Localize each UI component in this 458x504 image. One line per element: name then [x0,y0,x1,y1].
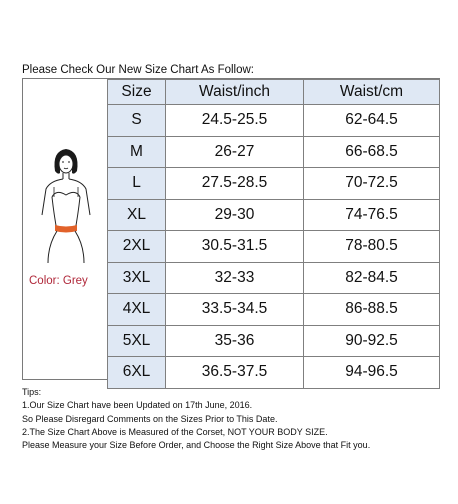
waist-inch-cell: 35-36 [166,325,304,357]
waist-cm-cell: 66-68.5 [304,136,440,168]
waist-cm-cell: 62-64.5 [304,105,440,137]
header-waist-cm: Waist/cm [304,80,440,105]
model-figure-icon [36,145,96,265]
color-label: Color: Grey [29,275,88,287]
waist-inch-cell: 30.5-31.5 [166,231,304,263]
waist-cm-cell: 86-88.5 [304,294,440,326]
size-cell: 2XL [108,231,166,263]
size-chart [22,78,440,380]
tip-line: 2.The Size Chart Above is Measured of the Corset, NOT YOUR BODY SIZE. [22,426,328,437]
tips-title: Tips: [22,387,42,397]
size-cell: 6XL [108,357,166,389]
model-panel [23,79,108,379]
size-cell: L [108,168,166,200]
chart-heading: Please Check Our New Size Chart As Follow: [22,64,255,76]
header-size: Size [108,80,166,105]
waist-inch-cell: 33.5-34.5 [166,294,304,326]
table-row [108,105,440,137]
table-row [108,168,440,200]
size-cell: M [108,136,166,168]
waist-cm-cell: 70-72.5 [304,168,440,200]
table-row [108,357,440,389]
tip-line: 1.Our Size Chart have been Updated on 17th June, 2016. [22,400,253,411]
waist-cm-cell: 94-96.5 [304,357,440,389]
waist-cm-cell: 82-84.5 [304,262,440,294]
table-row [108,294,440,326]
table-row [108,325,440,357]
waist-inch-cell: 32-33 [166,262,304,294]
table-row [108,136,440,168]
size-cell: XL [108,199,166,231]
header-waist-inch: Waist/inch [166,80,304,105]
waist-inch-cell: 29-30 [166,199,304,231]
table-row [108,231,440,263]
waist-inch-cell: 24.5-25.5 [166,105,304,137]
size-cell: 5XL [108,325,166,357]
table-row [108,262,440,294]
table-header-row [108,80,440,105]
waist-cm-cell: 78-80.5 [304,231,440,263]
tip-line: So Please Disregard Comments on the Sizes Prior to This Date. [22,413,278,424]
tips-section [22,386,370,452]
waist-inch-cell: 36.5-37.5 [166,357,304,389]
waist-inch-cell: 26-27 [166,136,304,168]
size-cell: 3XL [108,262,166,294]
table-row [108,199,440,231]
size-table [107,79,440,389]
waist-cm-cell: 74-76.5 [304,199,440,231]
size-cell: S [108,105,166,137]
waist-inch-cell: 27.5-28.5 [166,168,304,200]
size-cell: 4XL [108,294,166,326]
tip-line: Please Measure your Size Before Order, and Choose the Right Size Above that Fit you. [22,440,371,451]
waist-cm-cell: 90-92.5 [304,325,440,357]
